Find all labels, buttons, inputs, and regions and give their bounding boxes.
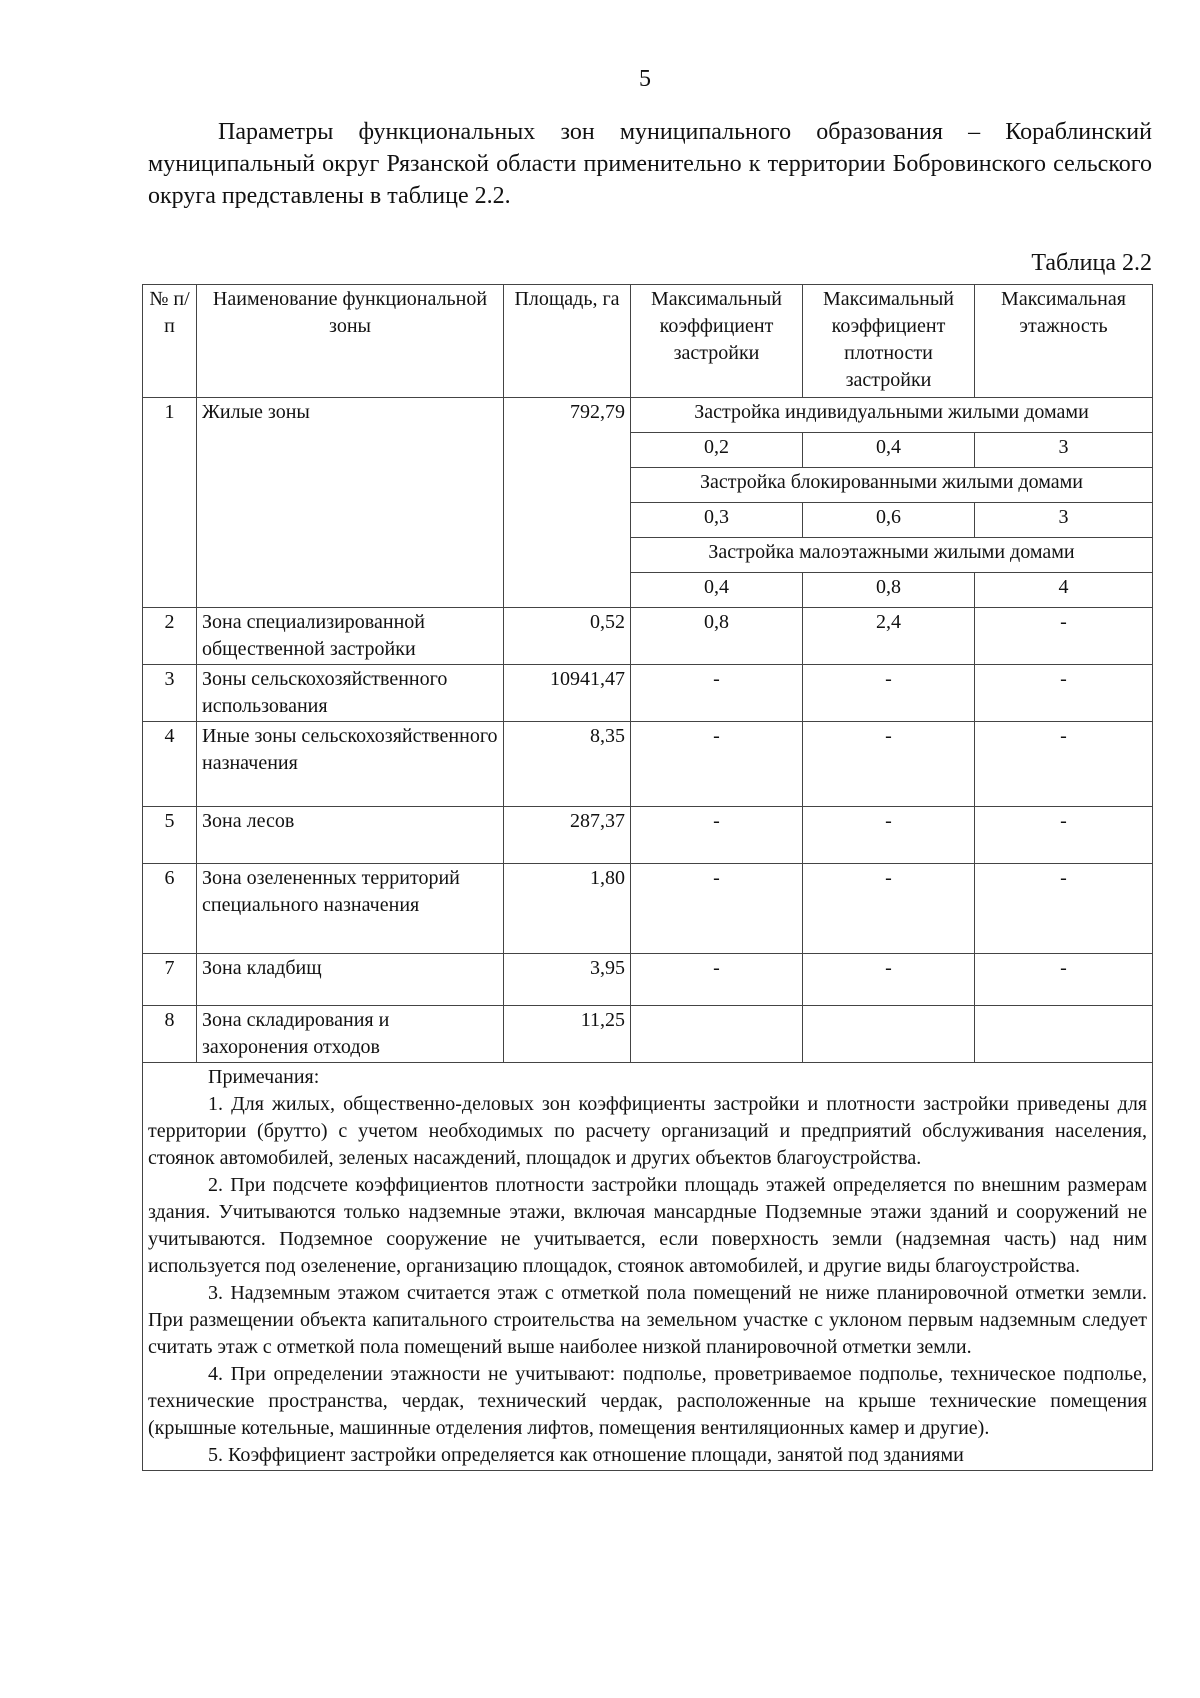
row-name: Зона кладбищ <box>197 954 504 1006</box>
row-num: 7 <box>143 954 197 1006</box>
header-floors: Максимальная этажность <box>975 285 1153 398</box>
row-area: 792,79 <box>504 398 631 608</box>
notes-title: Примечания: <box>208 1066 320 1088</box>
note-item: 1. Для жилых, общественно-деловых зон коэффициенты застройки и плотности застройки приведены для территории (брутто) с учетом необходимых по расчету организаций и предприятий обслуживания населения, стоянок автомобилей, зеленых насаждений, площадок и других объектов благоустройства. <box>148 1093 1147 1169</box>
header-coef-build: Максимальный коэффициент застройки <box>631 285 803 398</box>
coef-build-value: - <box>631 807 803 864</box>
row-name: Иные зоны сельскохозяйственного назначения <box>197 722 504 807</box>
coef-density-value <box>803 1006 975 1063</box>
row-area: 287,37 <box>504 807 631 864</box>
coef-density-value: - <box>803 722 975 807</box>
coef-density-value: - <box>803 807 975 864</box>
coef-build-value: - <box>631 722 803 807</box>
row-area: 1,80 <box>504 864 631 954</box>
notes-row <box>143 1063 1153 1471</box>
row-name: Зоны сельскохозяйственного использования <box>197 665 504 722</box>
coef-density-value: - <box>803 665 975 722</box>
row-name: Зона лесов <box>197 807 504 864</box>
header-coef-density: Максимальный коэффициент плотности застройки <box>803 285 975 398</box>
row-area: 11,25 <box>504 1006 631 1063</box>
note-item: 4. При определении этажности не учитывают: подполье, проветриваемое подполье, техническое подполье, технические пространства, чердак, технический чердак, расположенные на крыше технические помещения (крышные котельные, машинные отделения лифтов, помещения вентиляционных камер и другие). <box>148 1363 1147 1439</box>
group-label: Застройка малоэтажными жилыми домами <box>631 538 1153 573</box>
table-row <box>143 608 1153 665</box>
row-name: Зона озелененных территорий специального назначения <box>197 864 504 954</box>
coef-density-value: 0,8 <box>803 573 975 608</box>
row-num: 8 <box>143 1006 197 1063</box>
header-area: Площадь, га <box>504 285 631 398</box>
table-row <box>143 954 1153 1006</box>
row-area: 8,35 <box>504 722 631 807</box>
row-area: 3,95 <box>504 954 631 1006</box>
coef-build-value: 0,3 <box>631 503 803 538</box>
row-name: Жилые зоны <box>197 398 504 608</box>
coef-build-value: 0,8 <box>631 608 803 665</box>
row-num: 1 <box>143 398 197 608</box>
table-row <box>143 398 1153 433</box>
floors-value: 3 <box>975 433 1153 468</box>
floors-value: - <box>975 722 1153 807</box>
floors-value: - <box>975 864 1153 954</box>
note-item: 3. Надземным этажом считается этаж с отметкой пола помещений не ниже планировочной отметки земли. При размещении объекта капитального строительства на земельном участке с уклоном первым надземным следует считать этаж с отметкой пола помещений выше наиболее низкой планировочной отметки земли. <box>148 1282 1147 1358</box>
floors-value: - <box>975 608 1153 665</box>
notes-cell <box>143 1063 1153 1471</box>
row-name: Зона специализированной общественной застройки <box>197 608 504 665</box>
coef-build-value: - <box>631 954 803 1006</box>
table-row <box>143 864 1153 954</box>
table-row <box>143 722 1153 807</box>
table-row <box>143 807 1153 864</box>
row-num: 2 <box>143 608 197 665</box>
table-row <box>143 1006 1153 1063</box>
table-caption: Таблица 2.2 <box>1031 250 1152 276</box>
row-area: 0,52 <box>504 608 631 665</box>
intro-paragraph: Параметры функциональных зон муниципального образования – Кораблинский муниципальный округ Рязанской области применительно к территории Бобровинского сельского округа представлены в таблице 2.2. <box>148 119 1152 209</box>
group-label: Застройка индивидуальными жилыми домами <box>631 398 1153 433</box>
floors-value: 4 <box>975 573 1153 608</box>
table-header-row <box>143 285 1153 398</box>
row-num: 3 <box>143 665 197 722</box>
row-num: 5 <box>143 807 197 864</box>
row-name: Зона складирования и захоронения отходов <box>197 1006 504 1063</box>
group-label: Застройка блокированными жилыми домами <box>631 468 1153 503</box>
coef-density-value: - <box>803 864 975 954</box>
row-num: 6 <box>143 864 197 954</box>
coef-density-value: - <box>803 954 975 1006</box>
coef-build-value: - <box>631 665 803 722</box>
floors-value: 3 <box>975 503 1153 538</box>
coef-build-value: 0,2 <box>631 433 803 468</box>
floors-value: - <box>975 954 1153 1006</box>
header-name: Наименование функциональной зоны <box>197 285 504 398</box>
coef-density-value: 0,6 <box>803 503 975 538</box>
row-area: 10941,47 <box>504 665 631 722</box>
page-number: 5 <box>639 66 651 92</box>
header-num: № п/п <box>143 285 197 398</box>
coef-build-value: 0,4 <box>631 573 803 608</box>
table-row <box>143 665 1153 722</box>
note-item: 2. При подсчете коэффициентов плотности застройки площадь этажей определяется по внешним размерам здания. Учитываются только надземные этажи, включая мансардные Подземные этажи зданий и сооружений не учитываются. Подземное сооружение не учитывается, если поверхность земли (надземная часть) над ним используется под озеленение, организацию площадок, стоянок автомобилей, и другие виды благоустройства. <box>148 1174 1147 1277</box>
coef-density-value: 2,4 <box>803 608 975 665</box>
zones-table <box>142 284 1153 1471</box>
row-num: 4 <box>143 722 197 807</box>
coef-build-value: - <box>631 864 803 954</box>
floors-value: - <box>975 807 1153 864</box>
coef-build-value <box>631 1006 803 1063</box>
coef-density-value: 0,4 <box>803 433 975 468</box>
note-item: 5. Коэффициент застройки определяется как отношение площади, занятой под зданиями <box>208 1444 964 1466</box>
floors-value <box>975 1006 1153 1063</box>
floors-value: - <box>975 665 1153 722</box>
